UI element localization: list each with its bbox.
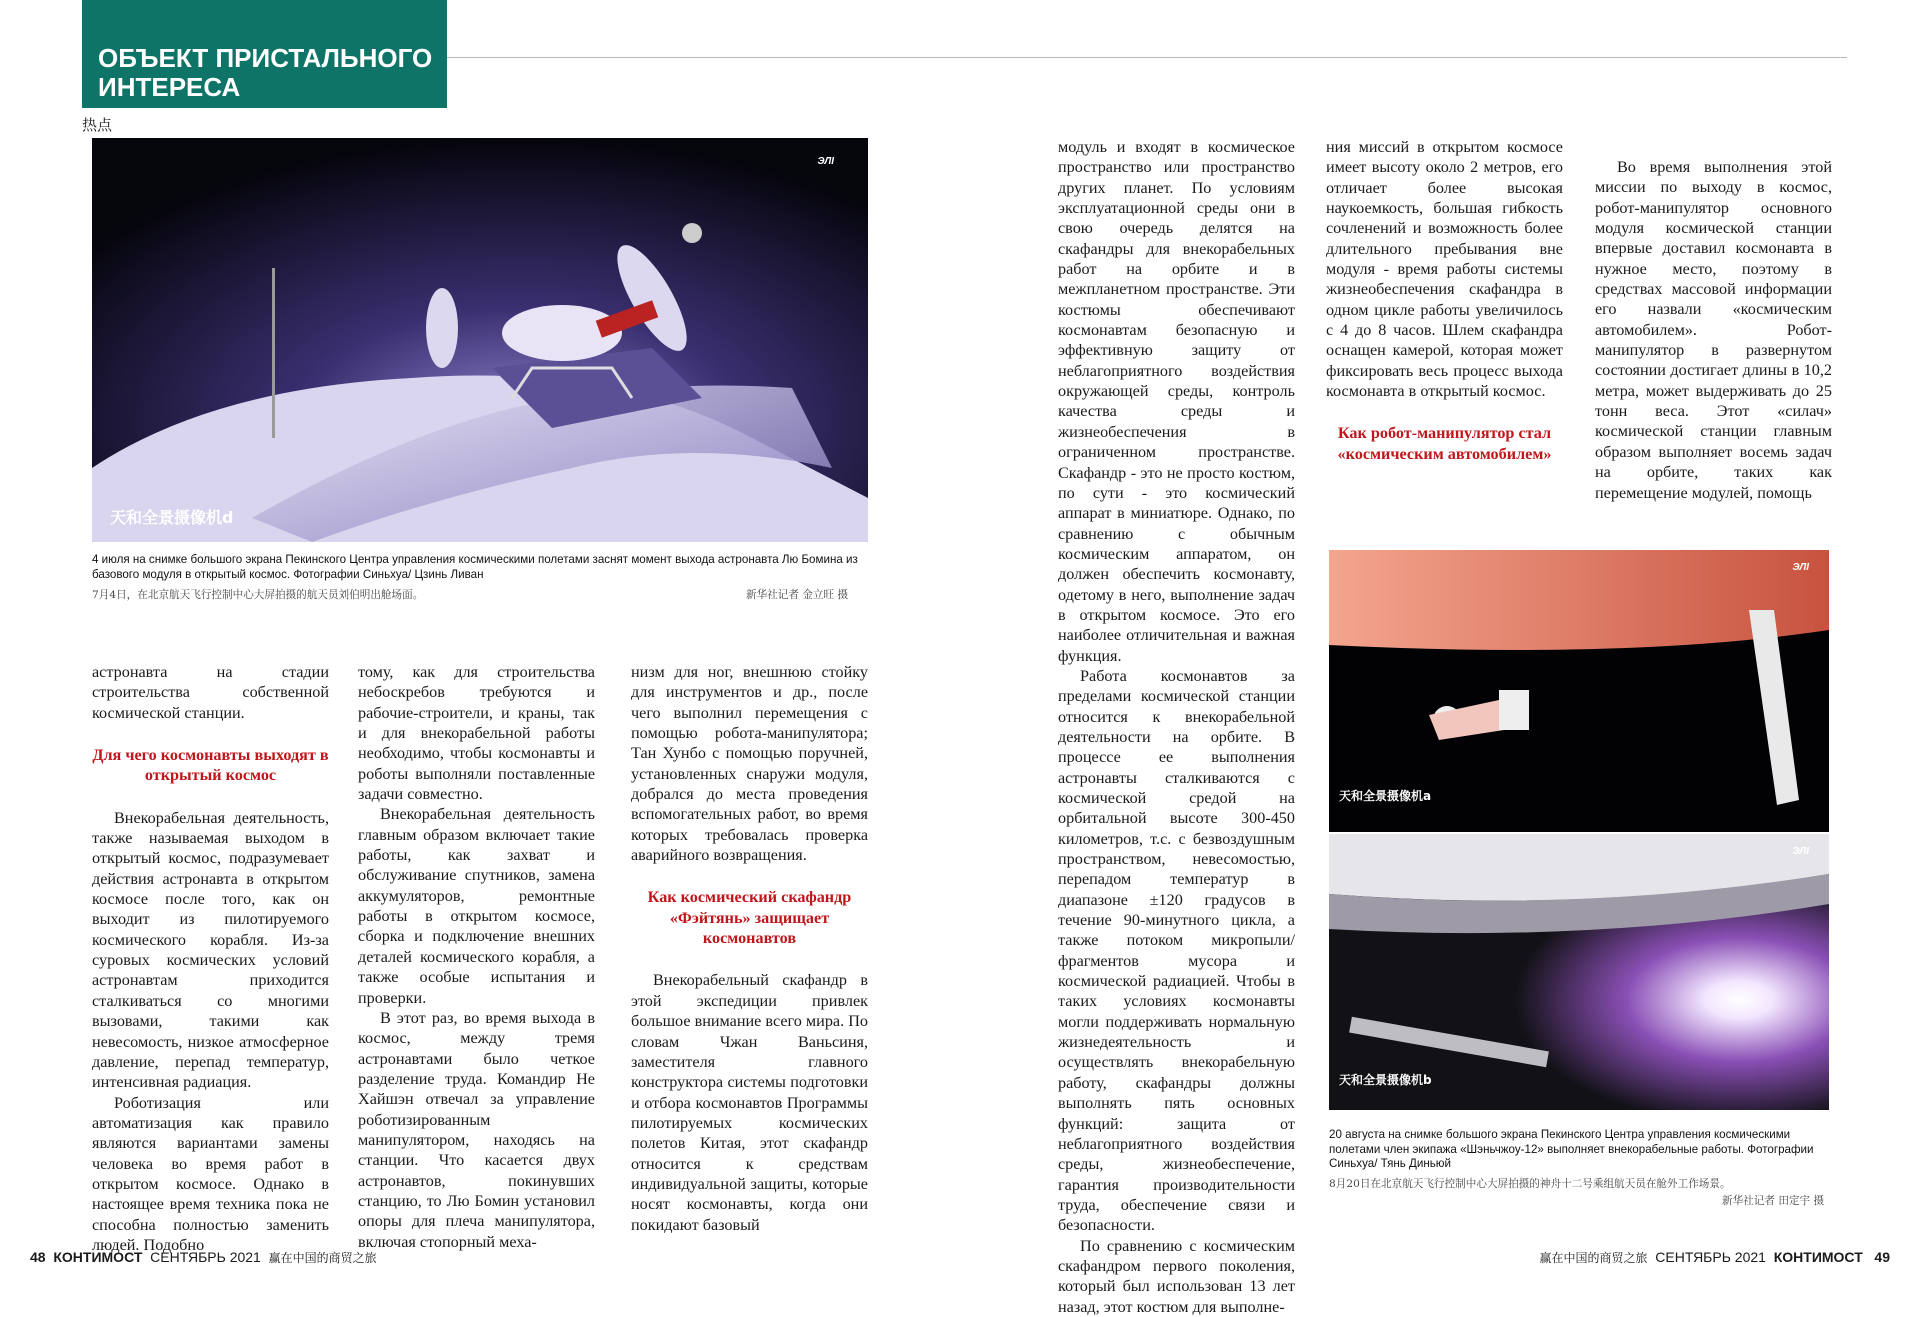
photo-overlay-text: 天和全景摄像机d	[110, 508, 234, 527]
article-column-4	[1058, 137, 1295, 1317]
spacewalk-photo-1	[92, 138, 868, 542]
spacewalk-photo-2a	[1329, 550, 1829, 832]
paragraph: По сравнению с космическим скафандром первого поколения, который был использован 13 лет назад, этот костюм для выполне-	[1058, 1236, 1295, 1316]
photo-overlay-text: 天和全景摄像机a	[1339, 789, 1432, 803]
footer-slogan: 赢在中国的商贸之旅	[268, 1251, 377, 1265]
photo2-caption-ru: 20 августа на снимке большого экрана Пекинского Центра управления космическими полетами член экипажа «Шэньчжоу-12» выполняет внекорабельные работы. Фотографии Синьхуа/ Тянь Диньюй	[1329, 1128, 1814, 1170]
paragraph: Внекорабельная деятельность главным образом включает такие работы, как захват и обслуживание спутников, замена аккумуляторов, ремонтные работы в открытом космосе, сборка и подключение внешних деталей космического корабля, а также особые испытания и проверки.	[358, 805, 595, 1007]
article-column-2	[358, 662, 595, 1252]
photo1-credit-cn: 新华社记者 金立旺 摄	[746, 589, 849, 601]
paragraph: ния миссий в открытом космосе имеет высоту около 2 метров, его отличает более высокая наукоемкость, большая гибкость сочленений и возможность более длительного пребывания вне модуля - время работы системы жизнеобеспечения скафандра в одном цикле работы увеличилось с 4 до 8 часов. Шлем скафандра оснащен камерой, которая может фиксировать весь процесс выхода космонавта в открытый космос.	[1326, 138, 1563, 401]
page-number-left: 48	[30, 1249, 46, 1265]
paragraph: Внекорабельный скафандр в этой экспедиции привлек большое внимание всего мира. По словам Чжан Ваньсиня, заместителя главного конструктора системы подготовки и отбора космонавтов Программы пилотируемых космических полетов Китая, этот скафандр относится к средствам индивидуальной защиты, которые носят космонавты, когда они покидают базовый	[631, 971, 868, 1234]
footer-issue: СЕНТЯБРЬ 2021	[150, 1249, 261, 1265]
camera-logo: ЭЛІ	[1792, 846, 1809, 857]
section-title: ОБЪЕКТ ПРИСТАЛЬНОГО ИНТЕРЕСА	[98, 43, 433, 102]
footer-brand: КОНТИМОСТ	[53, 1249, 143, 1265]
article-column-3	[631, 662, 868, 1235]
article-column-5	[1326, 137, 1563, 486]
section-cn-label: 热点	[82, 116, 113, 134]
footer-brand: КОНТИМОСТ	[1773, 1249, 1863, 1265]
subheading: Для чего космонавты выходят в открытый космос	[92, 746, 329, 785]
photo2-credit-cn: 新华社记者 田定宇 摄	[1722, 1195, 1825, 1207]
article-column-6	[1595, 157, 1832, 503]
photo1-caption-ru: 4 июля на снимке большого экрана Пекинского Центра управления космическими полетами заснят момент выхода астронавта Лю Бомина из базового модуля в открытый космос. Фотографии Синьхуа/ Цзинь Ливан	[92, 553, 858, 581]
spacewalk-photo-2b	[1329, 834, 1829, 1110]
paragraph: В этот раз, во время выхода в космос, между тремя астронавтами было четкое разделение труда. Командир Не Хайшэн отвечал за управление роботизированным манипулятором, находясь на станции. Что касается двух астронавтов, покинувших станцию, то Лю Бомин установил опоры для плеча манипулятора, включая стопорный меха-	[358, 1008, 595, 1251]
paragraph: Роботизация или автоматизация как правило являются вариантами замены человека во время работ в открытом космосе. Однако в настоящее время техника пока не способна полностью заменить людей. Подобно	[92, 1093, 329, 1254]
photo1-caption-cn: 7月4日，在北京航天飞行控制中心大屏拍摄的航天员刘伯明出舱场面。	[92, 589, 424, 601]
footer-left	[30, 1249, 377, 1266]
article-column-1	[92, 662, 329, 1255]
camera-logo: ЭЛІ	[1792, 562, 1809, 573]
subheading: Как робот-манипулятор стал «космическим автомобилем»	[1337, 424, 1552, 463]
paragraph: тому, как для строительства небоскребов требуются и рабочие-строители, и краны, так и для внекорабельной работы необходимо, чтобы космонавты и роботы выполняли поставленные задачи совместно.	[358, 663, 595, 804]
photo-overlay-text: 天和全景摄像机b	[1339, 1073, 1432, 1087]
footer-issue: СЕНТЯБРЬ 2021	[1655, 1249, 1766, 1265]
footer-right	[1539, 1249, 1890, 1266]
paragraph: Работа космонавтов за пределами космической станции относится к внекорабельной деятельности на орбите. В процессе ее выполнения астронавты сталкиваются с космической средой на орбитальной высоте 300-450 километров, т.с. с безвоздушным пространством, невесомостью, перепадом температур в диапазоне ±120 градусов в течение 90-минутного цикла, а также потоком микропыли/фрагментов мусора и космической радиацией. Чтобы в таких условиях космонавты могли поддерживать нормальную жизнедеятельность и осуществлять внекорабельную работу, скафандры должны выполнять пять основных функций: защита от неблагоприятного воздействия среды, жизнеобеспечение, гарантия производительности труда, обеспечение связи и безопасности.	[1058, 666, 1295, 1235]
paragraph: Внекорабельная деятельность, также называемая выходом в открытый космос, подразумевает действия астронавта в открытом космосе после того, как он выходит из пилотируемого космического корабля. Из-за суровых космических условий астронавтам приходится сталкиваться со многими вызовами, такими как невесомость, низкое атмосферное давление, перепад температур, интенсивная радиация.	[92, 808, 329, 1092]
paragraph: астронавта на стадии строительства собственной космической станции.	[92, 663, 329, 722]
header-rule	[447, 57, 1847, 58]
photo2-caption-cn: 8月20日在北京航天飞行控制中心大屏拍摄的神舟十二号乘组航天员在舱外工作场景。	[1329, 1178, 1731, 1190]
paragraph: модуль и входят в космическое пространство или пространство других планет. По условиям эксплуатационной среды они в свою очередь делятся на скафандры для внекорабельных работ на орбите и в межпланетном пространстве. Эти костюмы обеспечивают космонавтам безопасную и эффективную защиту от неблагоприятного воздействия окружающей среды, контроль качества среды и жизнеобеспечения в ограниченном пространстве. Скафандр - это не просто костюм, по сути - это космический аппарат в миниатюре. Однако, по сравнению с обычным космическим аппаратом, он должен обеспечить космонавту, одетому в него, выполнение задач в открытом космосе. Это его наиболее отличительная и важная функция.	[1058, 138, 1295, 665]
page-number-right: 49	[1874, 1249, 1890, 1265]
camera-logo: ЭЛІ	[817, 156, 834, 167]
section-title-banner	[82, 0, 447, 108]
subheading: Как космический скафандр «Фэйтянь» защищает космонавтов	[647, 888, 852, 948]
paragraph: Во время выполнения этой миссии по выходу в космос, робот-манипулятор основного модуля космической станции впервые доставил космонавта в нужное место, поэтому в средствах массовой информации его назвали «космическим автомобилем». Робот-манипулятор в развернутом состоянии достигает длины в 10,2 метра, может выдерживать до 25 тонн веса. Этот «силач» космической станции главным образом выполняет восемь задач на орбите, таких как перемещение модулей, помощь	[1595, 158, 1832, 502]
footer-slogan: 赢在中国的商贸之旅	[1539, 1251, 1648, 1265]
paragraph: низм для ног, внешнюю стойку для инструментов и др., после чего выполнил перемещения с помощью робота-манипулятора; Тан Хунбо с помощью поручней, установленных снаружи модуля, добрался до места проведения вспомогательных работ, во время которых требовалась проверка аварийного возвращения.	[631, 663, 868, 865]
